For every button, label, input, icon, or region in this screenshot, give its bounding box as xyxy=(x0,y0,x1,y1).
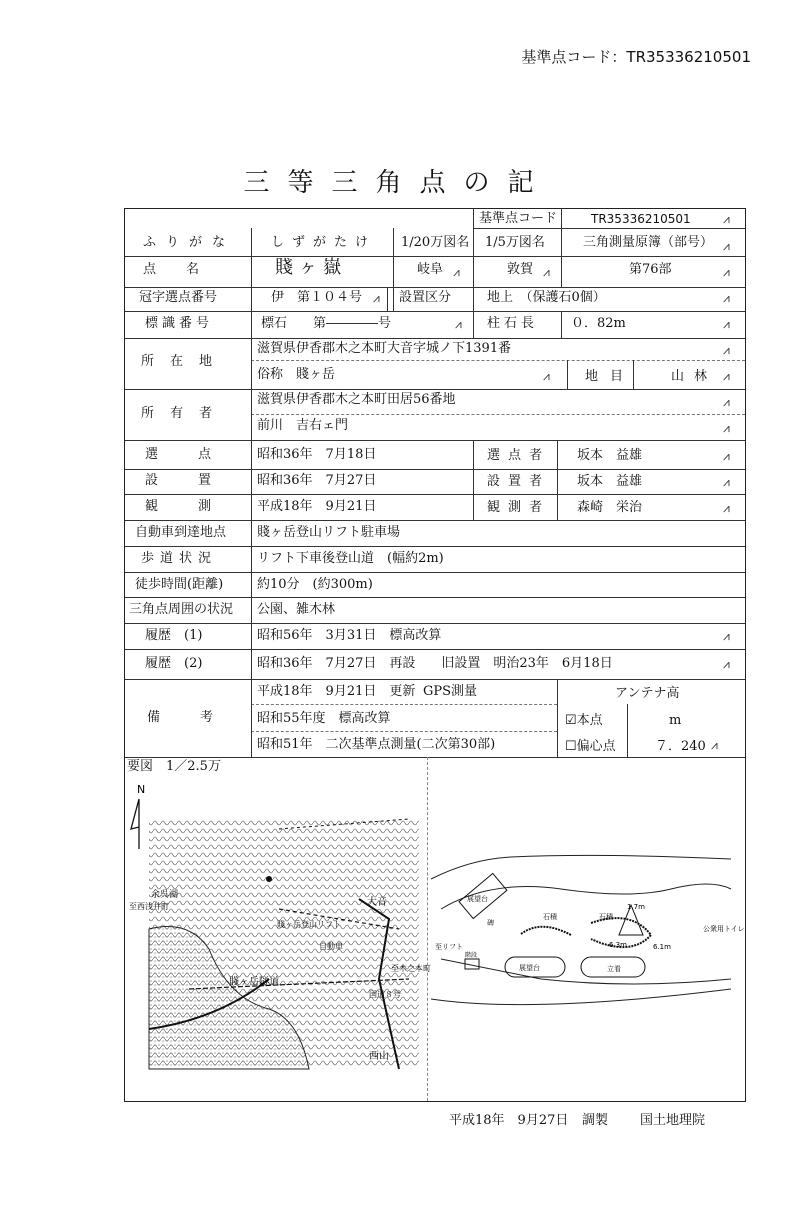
north-arrow-icon xyxy=(131,799,139,849)
check-mark-icon: ⩘ xyxy=(723,501,730,515)
map-label-parking: 自動車 xyxy=(319,942,343,951)
sketch-toilet: 公衆用トイレ xyxy=(703,925,745,933)
check-mark-icon: ⩘ xyxy=(723,629,730,643)
owner-label: 所有者 xyxy=(141,406,229,421)
path-label: 歩道状況 xyxy=(141,551,218,566)
history1-label: 履歴 (1) xyxy=(145,628,203,643)
sketch-d3: 6.1m xyxy=(653,943,671,951)
location-label: 所在地 xyxy=(141,354,229,369)
selection-no-value: 伊 第１０４号 xyxy=(271,290,363,305)
map-50k-value: 敦賀 xyxy=(507,262,534,277)
map-label-road: 賤ヶ岳隧道 xyxy=(229,977,279,988)
point-name-label: 点名 xyxy=(143,262,230,277)
check-mark-icon: ⩘ xyxy=(543,369,550,383)
check-mark-icon: ⩘ xyxy=(373,291,380,305)
sketch-lift: 至リフト xyxy=(435,943,463,951)
remarks-label: 備考 xyxy=(147,710,254,725)
map-200k-value: 岐阜 xyxy=(417,262,444,277)
observe-person-label: 観測者 xyxy=(487,500,551,515)
sketch-d1: 1.7m xyxy=(627,903,645,911)
remarks-line2: 昭和55年度 標高改算 xyxy=(257,711,391,726)
car-point-label: 自動車到達地点 xyxy=(135,525,227,540)
main-point-label: 本点 xyxy=(576,713,603,728)
select-person-label: 選点者 xyxy=(487,448,551,463)
sketch-observatory-2: 展望台 xyxy=(519,964,540,972)
eccentric-value: ７．240 xyxy=(655,739,706,754)
check-mark-icon: ⩘ xyxy=(723,317,730,331)
sketch-monument: 碑 xyxy=(487,919,494,927)
path-value: リフト下車後登山道 (幅約2m) xyxy=(257,551,444,566)
check-mark-icon: ⩘ xyxy=(723,421,730,435)
north-label: N xyxy=(137,783,146,796)
location-common-name: 俗称 賤ヶ岳 xyxy=(257,367,336,382)
surroundings-label: 三角点周囲の状況 xyxy=(129,602,234,617)
check-mark-icon: ⩘ xyxy=(543,265,550,279)
pillar-length-value: ０．82m xyxy=(571,316,626,331)
check-mark-icon: ⩘ xyxy=(723,291,730,305)
check-mark-icon: ⩘ xyxy=(453,265,460,279)
remarks-line1-gps: GPS測量 xyxy=(423,684,478,699)
history2-value: 昭和36年 7月27日 再設 旧設置 明治23年 6月18日 xyxy=(257,656,613,671)
sketch-stone-fence-2: 石積 xyxy=(599,913,613,921)
code-value: TR35336210501 xyxy=(591,212,691,226)
marker-no-label: 標識番号 xyxy=(145,316,214,331)
check-mark-icon: ⩘ xyxy=(455,317,462,331)
map-caption: 要図 1／2.5万 xyxy=(127,759,221,774)
code-label: 基準点コード xyxy=(479,211,558,226)
sketch-stone-fence-1: 石積 xyxy=(543,913,557,921)
point-name-value: 賤ヶ嶽 xyxy=(275,257,347,278)
check-mark-icon: ⩘ xyxy=(723,369,730,383)
land-category-label: 地目 xyxy=(585,369,636,384)
furigana-value: しずがたけ xyxy=(271,235,377,250)
select-date: 昭和36年 7月18日 xyxy=(257,447,377,462)
antenna-label: アンテナ高 xyxy=(615,686,680,701)
install-date: 昭和36年 7月27日 xyxy=(257,473,377,488)
install-type-label: 設置区分 xyxy=(399,290,452,305)
install-person-label: 設置者 xyxy=(487,474,551,489)
map-label-kinomoto: 至木之本町 xyxy=(391,964,431,973)
sketch-observatory-1: 展望台 xyxy=(467,895,488,903)
observe-date: 平成18年 9月21日 xyxy=(257,499,377,514)
select-person: 坂本 益雄 xyxy=(577,448,643,463)
history1-value: 昭和56年 3月31日 標高改算 xyxy=(257,628,442,643)
check-mark-icon: ⩘ xyxy=(723,212,730,226)
walk-time-label: 徒歩時間(距離) xyxy=(135,577,224,592)
land-category-value: 山林 xyxy=(671,369,718,384)
survey-book-label: 三角測量原簿（部号） xyxy=(583,235,714,250)
page-title: 三等三角点の記 xyxy=(243,168,552,198)
main-point-checkbox: ☑本点 xyxy=(565,713,603,728)
footer-prepared: 調製 xyxy=(582,1113,609,1128)
install-label: 設置 xyxy=(145,473,252,488)
triangulation-point-icon xyxy=(266,876,272,882)
owner-address: 滋賀県伊香郡木之本町田居56番地 xyxy=(257,392,456,407)
remarks-line3: 昭和51年 二次基準点測量(二次第30部) xyxy=(257,737,496,752)
surroundings-value: 公園、雑木林 xyxy=(257,602,336,617)
history2-label: 履歴 (2) xyxy=(145,656,203,671)
check-mark-icon: ⩘ xyxy=(723,343,730,357)
map-label-yogo: 余呉湖 xyxy=(151,890,179,900)
sketch-sign: 立看 xyxy=(607,965,621,973)
main-point-value: m xyxy=(669,713,682,728)
eccentric-label: 偏心点 xyxy=(576,739,616,754)
check-mark-icon: ⩘ xyxy=(711,738,718,752)
footer-date: 平成18年 9月27日 xyxy=(449,1113,569,1128)
sketch-d2: 6.3m xyxy=(609,941,627,949)
record-sheet xyxy=(124,208,746,1102)
map-50k-label: 1/5万図名 xyxy=(485,235,545,250)
map-label-shiotsu: 至西浅井町 xyxy=(129,902,169,911)
install-type-value: 地上 （保護石0個） xyxy=(487,290,606,305)
observe-person: 森崎 栄治 xyxy=(577,500,643,515)
observe-label: 観測 xyxy=(145,499,252,514)
marker-no-value: 標石 第――――号 xyxy=(261,316,392,331)
sketch-stairs: 階段 xyxy=(465,952,478,959)
survey-book-value: 第76部 xyxy=(629,262,672,277)
map-label-lift: 賤ヶ岳登山リフト xyxy=(277,920,341,929)
footer-org: 国土地理院 xyxy=(640,1113,706,1128)
check-mark-icon: ⩘ xyxy=(723,395,730,409)
location-address: 滋賀県伊香郡木之本町大音字城ノ下1391番 xyxy=(257,341,512,356)
map-label-ooto: 大音 xyxy=(367,897,387,908)
selection-no-label: 冠字選点番号 xyxy=(139,290,218,305)
check-mark-icon: ⩘ xyxy=(723,239,730,253)
install-person: 坂本 益雄 xyxy=(577,474,643,489)
check-mark-icon: ⩘ xyxy=(723,449,730,463)
site-sketch xyxy=(431,839,745,1019)
owner-name: 前川 吉右ェ門 xyxy=(257,418,349,433)
walk-time-value: 約10分 (約300m) xyxy=(257,577,373,592)
pillar-length-label: 柱石長 xyxy=(487,316,539,331)
map-200k-label: 1/20万図名 xyxy=(401,235,470,250)
car-point-value: 賤ヶ岳登山リフト駐車場 xyxy=(257,525,401,540)
map-label-route8: 国道８号 xyxy=(369,990,401,999)
eccentric-checkbox: ☐偏心点 xyxy=(565,739,616,754)
check-mark-icon: ⩘ xyxy=(723,265,730,279)
reference-code-header: 基準点コード：TR35336210501 xyxy=(521,48,751,66)
check-mark-icon: ⩘ xyxy=(723,475,730,489)
check-mark-icon: ⩘ xyxy=(723,657,730,671)
remarks-line1: 平成18年 9月21日 更新 xyxy=(257,684,416,699)
map-label-nishiyama: 西山 xyxy=(369,1051,389,1062)
furigana-label: ふりがな xyxy=(143,235,236,250)
select-label: 選点 xyxy=(145,447,252,462)
topographic-map xyxy=(129,779,431,1069)
